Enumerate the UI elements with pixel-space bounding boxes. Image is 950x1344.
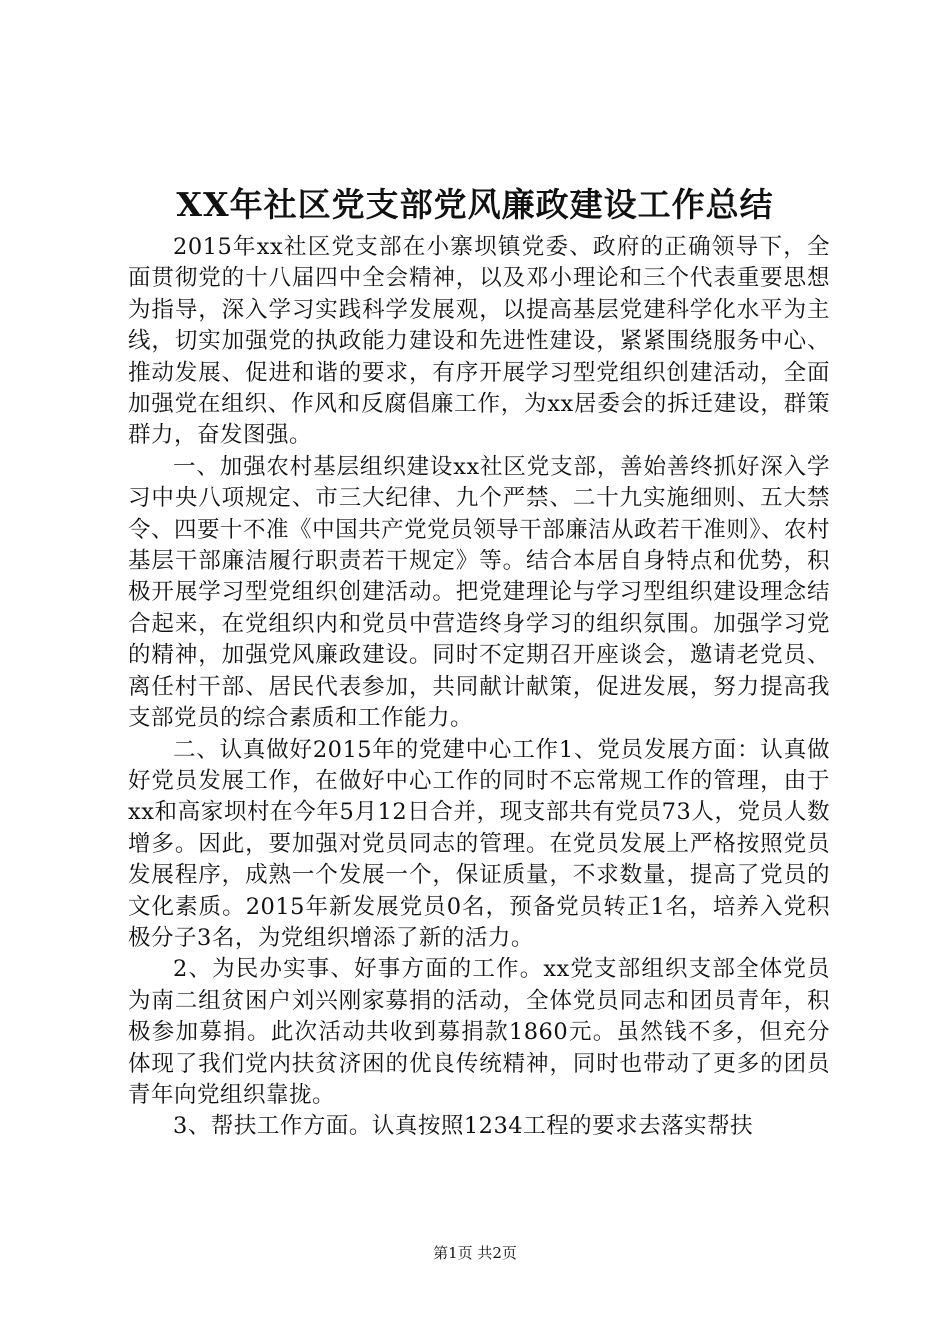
page-footer: 第1页 共2页 xyxy=(433,1244,517,1262)
paragraph: 2015年xx社区党支部在小寨坝镇党委、政府的正确领导下，全面贯彻党的十八届四中全会精神，以及邓小理论和三个代表重要思想为指导，深入学习实践科学发展观，以提高基层党建科学化水平为主线，切实加强党的执政能力建设和先进性建设，紧紧围绕服务中心、推动发展、促进和谐的要求，有序开展学习型党组织创建活动，全面加强党在组织、作风和反腐倡廉工作，为xx居委会的拆迁建设，群策群力，奋发图强。 xyxy=(128,234,830,449)
paragraph: 2、为民办实事、好事方面的工作。xx党支部组织支部全体党员为南二组贫困户刘兴刚家募捐的活动，全体党员同志和团员青年，积极参加募捐。此次活动共收到募捐款1860元。虽然钱不多，但充分体现了我们党内扶贫济困的优良传统精神，同时也带动了更多的团员青年向党组织靠拢。 xyxy=(128,956,830,1108)
document-title: XX年社区党支部党风廉政建设工作总结 xyxy=(176,185,774,224)
paragraph: 3、帮扶工作方面。认真按照1234工程的要求去落实帮扶 xyxy=(173,1113,754,1140)
paragraph: 一、加强农村基层组织建设xx社区党支部，善始善终抓好深入学习中央八项规定、市三大纪律、九个严禁、二十九实施细则、五大禁令、四要十不准《中国共产党党员领导干部廉洁从政若干准则》、农村基层干部廉洁履行职责若干规定》等。结合本居自身特点和优势，积极开展学习型党组织创建活动。把党建理论与学习型组织建设理念结合起来，在党组织内和党员中营造终身学习的组织氛围。加强学习党的精神，加强党风廉政建设。同时不定期召开座谈会，邀请老党员、离任村干部、居民代表参加，共同献计献策，促进发展，努力提高我支部党员的综合素质和工作能力。 xyxy=(128,453,830,732)
document-body xyxy=(128,232,830,1143)
paragraph: 二、认真做好2015年的党建中心工作1、党员发展方面：认真做好党员发展工作，在做好中心工作的同时不忘常规工作的管理，由于xx和高家坝村在今年5月12日合并，现支部共有党员73人，党员人数增多。因此，要加强对党员同志的管理。在党员发展上严格按照党员发展程序，成熟一个发展一个，保证质量，不求数量，提高了党员的文化素质。2015年新发展党员0名，预备党员转正1名，培养入党积极分子3名，为党组织增添了新的活力。 xyxy=(128,736,830,951)
